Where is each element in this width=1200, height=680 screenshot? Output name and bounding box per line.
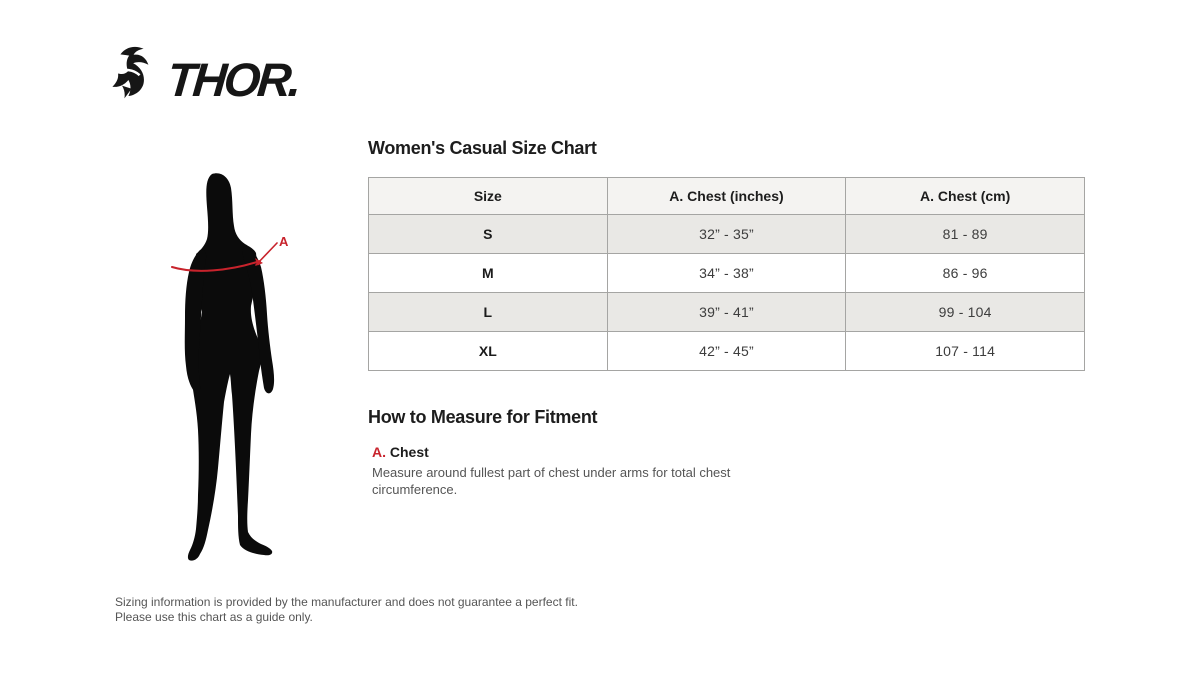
- chest-inches-cell: 32” - 35”: [607, 215, 846, 254]
- measure-item-name: Chest: [389, 444, 429, 460]
- measurement-figure: [160, 168, 300, 568]
- table-header-row: [369, 178, 1085, 215]
- measure-item-chest: [368, 444, 1085, 498]
- size-cell: M: [369, 254, 608, 293]
- measure-item-letter: A.: [372, 444, 386, 460]
- sizing-disclaimer: [115, 595, 578, 625]
- table-row-l: [369, 293, 1085, 332]
- woman-silhouette-illustration: [160, 168, 300, 568]
- size-chart-title: Women's Casual Size Chart: [368, 138, 597, 158]
- silhouette-body: [188, 173, 272, 560]
- thor-logo: [110, 40, 299, 104]
- chest-cm-cell: 99 - 104: [846, 293, 1085, 332]
- size-chart-section: [368, 138, 1085, 498]
- chest-inches-cell: 34” - 38”: [607, 254, 846, 293]
- table-row-xl: [369, 332, 1085, 371]
- thor-logo-mark-icon: [110, 40, 166, 104]
- size-cell: S: [369, 215, 608, 254]
- measure-item-label: [372, 444, 1085, 460]
- column-header-chest-cm: A. Chest (cm): [846, 178, 1085, 215]
- disclaimer-line-1: Sizing information is provided by the manufacturer and does not guarantee a perfect fit.: [115, 595, 578, 609]
- column-header-chest-inches: A. Chest (inches): [607, 178, 846, 215]
- table-row-s: [369, 215, 1085, 254]
- table-row-m: [369, 254, 1085, 293]
- disclaimer-line-2: Please use this chart as a guide only.: [115, 610, 313, 624]
- size-cell: L: [369, 293, 608, 332]
- chest-inches-cell: 42” - 45”: [607, 332, 846, 371]
- measure-item-description: Measure around fullest part of chest under arms for total chest circumference.: [372, 465, 731, 497]
- chest-cm-cell: 107 - 114: [846, 332, 1085, 371]
- column-header-size: Size: [369, 178, 608, 215]
- chest-inches-cell: 39” - 41”: [607, 293, 846, 332]
- size-cell: XL: [369, 332, 608, 371]
- chest-cm-cell: 81 - 89: [846, 215, 1085, 254]
- how-to-measure-title: How to Measure for Fitment: [368, 407, 598, 427]
- marker-pointer-line: [256, 243, 277, 265]
- thor-wordmark: THOR.: [165, 52, 301, 106]
- chest-cm-cell: 86 - 96: [846, 254, 1085, 293]
- chest-marker-label: A: [279, 234, 289, 249]
- size-chart-table: [368, 177, 1085, 371]
